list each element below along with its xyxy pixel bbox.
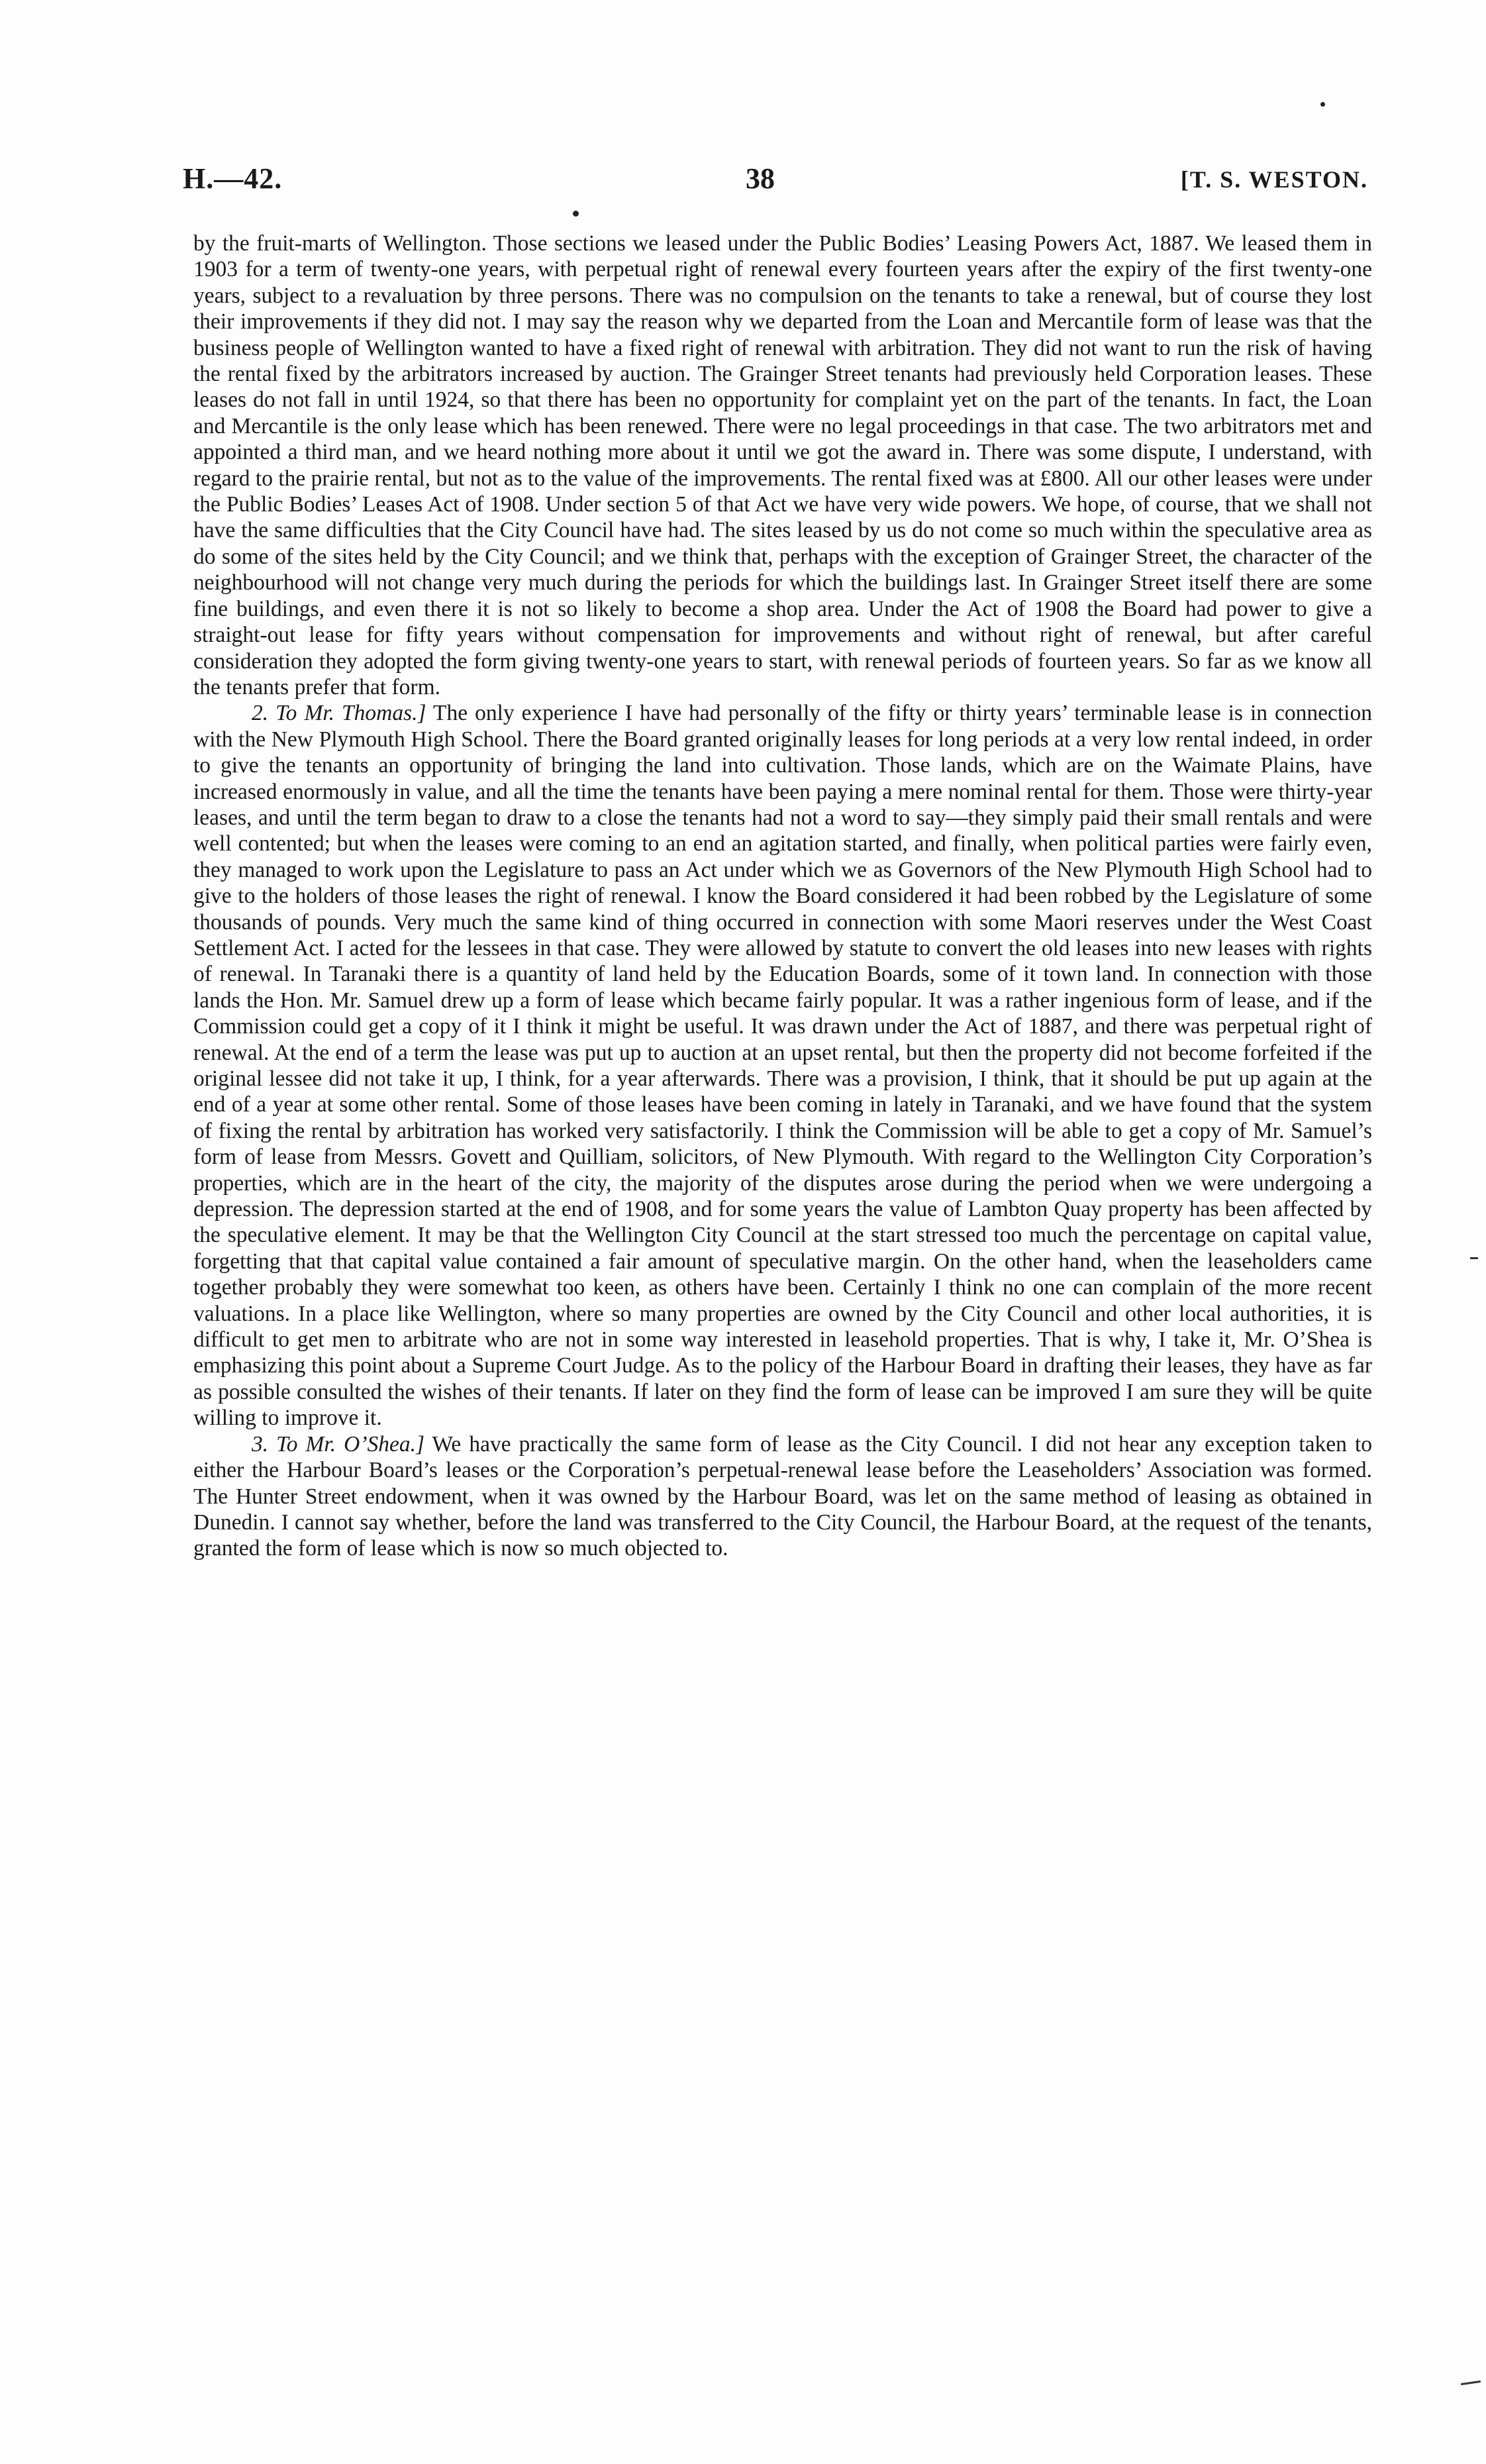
paragraph-3 (193, 1431, 1372, 1562)
paragraph-3-addressee: 3. To Mr. O’Shea.] (252, 1431, 425, 1457)
paragraph-2-addressee: 2. To Mr. Thomas.] (252, 701, 426, 726)
page-speck (1461, 2381, 1481, 2385)
page-number: 38 (746, 162, 775, 195)
paragraph-3-text: We have practically the same form of lease as the City Council. I did not hear any exception taken to either the Harbour Board’s leases or the Corporation’s perpetual-renewal lease before the Leaseholders’ Association was formed. The Hunter Street endowment, when it was owned by the Harbour Board, was let on the same method of leasing as obtained in Dunedin. I cannot say whether, before the land was transferred to the City Council, the Harbour Board, at the request of the tenants, granted the form of lease which is now so much objected to. (193, 1431, 1372, 1561)
document-reference: H.—42. (183, 162, 283, 195)
paragraph-1-text: by the fruit-marts of Wellington. Those sections we leased under the Public Bodies’ Leasing Powers Act, 1887. We leased them in 1903 for a term of twenty-one years, with perpetual right of renewal every fourteen years after the expiry of the first twenty-one years, subject to a revaluation by three persons. There was no compulsion on the tenants to take a renewal, but of course they lost their improvements if they did not. I may say the reason why we departed from the Loan and Mercantile form of lease was that the business people of Wellington wanted to have a fixed right of renewal with arbitration. They did not want to run the risk of having the rental fixed by the arbitrators increased by auction. The Grainger Street tenants had previously held Corporation leases. These leases do not fall in until 1924, so that there has been no opportunity for complaint yet on the part of the tenants. In fact, the Loan and Mercantile is the only lease which has been renewed. There were no legal proceedings in that case. The two arbitrators met and appointed a third man, and we heard nothing more about it until we got the award in. There was some dispute, I understand, with regard to the prairie rental, but not as to the value of the improvements. The rental fixed was at £800. All our other leases were under the Public Bodies’ Leases Act of 1908. Under section 5 of that Act we have very wide powers. We hope, of course, that we shall not have the same difficulties that the City Council have had. The sites leased by us do not come so much within the speculative area as do some of the sites held by the City Council; and we think that, perhaps with the exception of Grainger Street, the character of the neighbourhood will not change very much during the periods for which the buildings last. In Grainger Street itself there are some fine buildings, and even there it is not so likely to become a shop area. Under the Act of 1908 the Board had power to give a straight-out lease for fifty years without compensation for improvements and without right of renewal, but after careful consideration they adopted the form giving twenty-one years to start, with renewal periods of fourteen years. So far as we know all the tenants prefer that form. (193, 231, 1372, 699)
paragraph-1 (193, 231, 1372, 700)
paragraph-2 (193, 700, 1372, 1431)
testimony-text (193, 231, 1372, 1562)
page-header (183, 162, 1368, 208)
page-speck (1320, 102, 1325, 107)
page-speck (1470, 1257, 1478, 1259)
page-speck (573, 211, 579, 217)
paragraph-2-text: The only experience I have had personally of the fifty or thirty years’ terminable lease is in connection with the New Plymouth High School. There the Board granted originally leases for long periods at a very low rental indeed, in order to give the tenants an opportunity of bringing the land into cultivation. Those lands, which are on the Waimate Plains, have increased enormously in value, and all the time the tenants have been paying a mere nominal rental for them. Those were thirty-year leases, and until the term began to draw to a close the tenants had not a word to say—they simply paid their small rentals and were well contented; but when the leases were coming to an end an agitation started, and finally, when political parties were fairly even, they managed to work upon the Legislature to pass an Act under which we as Governors of the New Plymouth High School had to give to the holders of those leases the right of renewal. I know the Board considered it had been robbed by the Legislature of some thousands of pounds. Very much the same kind of thing occurred in connection with some Maori reserves under the West Coast Settlement Act. I acted for the lessees in that case. They were allowed by statute to convert the old leases into new leases with rights of renewal. In Taranaki there is a quantity of land held by the Education Boards, some of it town land. In connection with those lands the Hon. Mr. Samuel drew up a form of lease which became fairly popular. It was a rather ingenious form of lease, and if the Commission could get a copy of it I think it might be useful. It was drawn under the Act of 1887, and there was perpetual right of renewal. At the end of a term the lease was put up to auction at an upset rental, but then the property did not become forfeited if the original lessee did not take it up, I think, for a year afterwards. There was a provision, I think, that it should be put up again at the end of a year at some other rental. Some of those leases have been coming in lately in Taranaki, and we have found that the system of fixing the rental by arbitration has worked very satisfactorily. I think the Commission will be able to get a copy of Mr. Samuel’s form of lease from Messrs. Govett and Quilliam, solicitors, of New Plymouth. With regard to the Wellington City Corporation’s properties, which are in the heart of the city, the majority of the disputes arose during the period when we were undergoing a depression. The depression started at the end of 1908, and for some years the value of Lambton Quay property has been affected by the speculative element. It may be that the Wellington City Council at the start stressed too much the percentage on capital value, forgetting that that capital value contained a fair amount of speculative margin. On the other hand, when the leaseholders came together probably they were somewhat too keen, as others have been. Certainly I think no one can complain of the more recent valuations. In a place like Wellington, where so many properties are owned by the City Council and other local authorities, it is difficult to get men to arbitrate who are not in some way interested in leasehold properties. That is why, I take it, Mr. O’Shea is emphasizing this point about a Supreme Court Judge. As to the policy of the Harbour Board in drafting their leases, they have as far as possible consulted the wishes of their tenants. If later on they find the form of lease can be improved I am sure they will be quite willing to improve it. (193, 701, 1372, 1431)
witness-name: [T. S. WESTON. (1180, 166, 1368, 193)
